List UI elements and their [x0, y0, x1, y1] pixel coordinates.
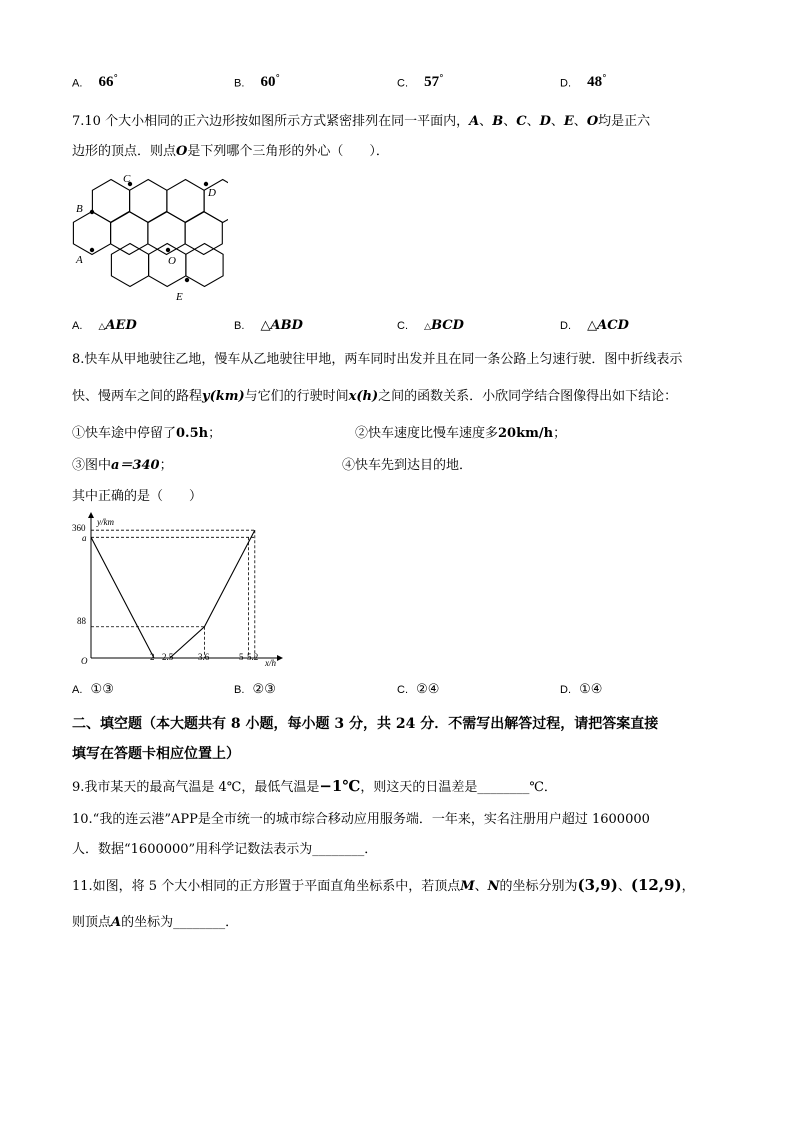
q8-conclusion-1 [72, 422, 221, 441]
q10-stem-line1: 10.“我的连云港”APP是全市统一的城市综合移动应用服务端．一年来，实名注册用户超过 1600000 [72, 812, 650, 827]
option-letter: C. [397, 684, 408, 696]
conclusion-text: ①快车途中停留了 [72, 426, 177, 441]
q8-conclusion-2 [355, 422, 566, 441]
separator: 、 [526, 114, 540, 129]
dot-E [185, 278, 189, 282]
option-value: 66 [98, 74, 114, 91]
separator: 、 [573, 114, 587, 129]
degree-mark: ° [275, 74, 281, 84]
hexagon [167, 180, 204, 223]
degree-mark: ° [113, 74, 119, 84]
separator: 、 [474, 879, 488, 894]
label-D: D [208, 187, 216, 199]
conclusion-end: ； [208, 426, 222, 441]
option-letter: B. [234, 684, 245, 696]
x-unit: x(h) [348, 389, 379, 404]
label-B: B [76, 203, 83, 215]
option-letter: D. [560, 320, 571, 332]
point-M: M [460, 879, 475, 894]
q8-stem-line2 [72, 385, 677, 404]
point-O: O [176, 144, 188, 159]
q7-line1-suffix: 均是正六 [598, 114, 651, 129]
option-letter: D. [560, 77, 571, 90]
q8-option-a [72, 682, 114, 697]
y-unit: y(km) [202, 389, 245, 404]
conclusion-value: a＝340 [111, 458, 160, 473]
hexagon [111, 212, 148, 255]
hexagon [186, 244, 223, 287]
option-value: 48 [587, 74, 603, 91]
label-A: A [76, 254, 83, 266]
q8-line2-b: 与它们的行驶时间 [244, 389, 349, 404]
q11-text-b: 的坐标分别为 [499, 879, 578, 894]
section-header-line1: 二、填空题（本大题共有 8 小题，每小题 3 分，共 24 分．不需写出解答过程，请把答案直接 [72, 716, 659, 732]
q10-stem-line2: 人．数据“1600000”用科学记数法表示为________． [72, 842, 378, 857]
q8-line2-c: 之间的函数关系．小欣同学结合图像得出如下结论： [378, 389, 678, 404]
q7-line2-a: 边形的顶点．则点 [72, 144, 177, 159]
q8-option-c [397, 682, 439, 697]
conclusion-end: ； [553, 426, 567, 441]
hexagon [111, 244, 148, 287]
hexagon [204, 180, 228, 223]
hexagon [130, 180, 167, 223]
q6-option-b [234, 74, 280, 91]
q9-text-b: ，则这天的日温差是________℃． [360, 780, 557, 795]
q8-ask: 其中正确的是（ ） [72, 489, 203, 504]
dot-A [90, 248, 94, 252]
guide-lines [91, 530, 255, 658]
option-letter: C. [397, 320, 408, 332]
q6-option-a [72, 74, 118, 91]
point-A: A [469, 114, 480, 129]
section-header-line2: 填写在答题卡相应位置上） [72, 746, 240, 762]
x-tick-5.2: 5.2 [247, 652, 259, 662]
point-N: N [487, 879, 500, 894]
q7-line2-b: 是下列哪个三角形的外心（ ）． [187, 144, 389, 159]
option-letter: B. [234, 320, 245, 332]
hexagon-grid [73, 180, 228, 287]
q11-stem-line1 [72, 875, 695, 894]
option-letter: A. [72, 684, 83, 696]
x-axis-label: x/h [265, 658, 276, 668]
min-temperature: −1℃ [319, 777, 361, 795]
y-axis-label: y/km [97, 517, 114, 527]
q7-line1-prefix: 7.10 个大小相同的正六边形按如图所示方式紧密排列在同一平面内， [72, 114, 470, 129]
q7-option-b [234, 318, 303, 333]
degree-mark: ° [439, 74, 444, 84]
x-tick-3.6: 3.6 [198, 652, 210, 662]
vertex-labels [75, 173, 216, 303]
distance-time-graph [72, 508, 287, 670]
q7-option-c [397, 318, 464, 333]
triangle-name: AED [105, 318, 137, 333]
point-B: B [492, 114, 504, 129]
triangle-symbol: △ [260, 318, 271, 333]
q11-line2-b: 的坐标为________． [121, 915, 239, 930]
triangle-symbol: △ [98, 322, 106, 332]
hexagon [92, 180, 129, 223]
q8-conclusion-3 [72, 454, 173, 473]
x-tick-5: 5 [239, 652, 244, 662]
q8-stem-line1: 8.快车从甲地驶往乙地，慢车从乙地驶往甲地，两车同时出发并且在同一条公路上匀速行驶．图中折线表示 [72, 352, 683, 367]
q8-conclusion-4: ④快车先到达目的地． [342, 458, 473, 473]
y-tick-a: a [82, 533, 87, 543]
hexagon [148, 212, 185, 255]
q9-text-a: 9.我市某天的最高气温是 4℃，最低气温是 [72, 780, 320, 795]
q9-stem [72, 776, 557, 795]
option-value: ②④ [416, 682, 440, 697]
conclusion-text: ②快车速度比慢车速度多 [355, 426, 499, 441]
origin-label: O [81, 656, 88, 666]
point-E: E [563, 114, 574, 129]
dot-B [90, 210, 94, 214]
option-value: 57 [424, 74, 440, 91]
q11-line2-a: 则顶点 [72, 915, 112, 930]
distance-polyline [91, 530, 255, 658]
triangle-symbol: △ [587, 318, 598, 333]
point-O: O [586, 114, 599, 129]
graph-labels [72, 517, 276, 668]
label-C: C [123, 173, 131, 185]
triangle-name: BCD [431, 318, 464, 333]
separator: 、 [479, 114, 493, 129]
x-tick-2.5: 2.5 [162, 652, 174, 662]
conclusion-value: 20km/h [498, 426, 554, 441]
option-value: ②③ [252, 682, 276, 697]
q7-option-d [560, 318, 629, 333]
separator: 、 [550, 114, 564, 129]
point-D: D [539, 114, 551, 129]
option-value: ①③ [90, 682, 114, 697]
hexagon [185, 212, 222, 255]
q7-stem-line1 [72, 110, 650, 129]
option-value: ①④ [579, 682, 603, 697]
degree-mark: ° [602, 74, 607, 84]
q6-option-c [397, 74, 444, 91]
y-tick-360: 360 [72, 523, 86, 533]
q7-stem-line2 [72, 140, 389, 159]
triangle-name: ACD [597, 318, 629, 333]
conclusion-end: ； [159, 458, 173, 473]
option-letter: D. [560, 684, 571, 696]
option-letter: B. [234, 77, 245, 90]
option-letter: A. [72, 77, 83, 90]
q11-text-c: ， [681, 879, 695, 894]
dot-O [166, 248, 170, 252]
q6-option-d [560, 74, 607, 91]
conclusion-text: ③图中 [72, 458, 112, 473]
hexagon-figure [68, 170, 228, 305]
triangle-symbol: △ [424, 322, 432, 332]
y-tick-88: 88 [77, 616, 86, 626]
q8-line2-a: 快、慢两车之间的路程 [72, 389, 203, 404]
x-tick-2: 2 [150, 652, 155, 662]
q7-option-a [72, 318, 137, 333]
label-O: O [168, 255, 176, 267]
option-letter: C. [397, 77, 408, 90]
label-E: E [176, 291, 183, 303]
option-value: 60 [260, 74, 276, 91]
point-C: C [516, 114, 527, 129]
q8-option-b [234, 682, 276, 697]
q8-option-d [560, 682, 602, 697]
point-A: A [111, 915, 122, 930]
separator: 、 [503, 114, 517, 129]
dot-D [204, 182, 208, 186]
coord-N: (12,9) [630, 876, 682, 894]
coord-M: (3,9) [577, 876, 618, 894]
triangle-name: ABD [270, 318, 303, 333]
option-letter: A. [72, 320, 83, 332]
q11-text-a: 11.如图，将 5 个大小相同的正方形置于平面直角坐标系中，若顶点 [72, 879, 461, 894]
conclusion-value: 0.5h [176, 426, 209, 441]
q11-stem-line2 [72, 911, 238, 930]
separator: 、 [617, 879, 631, 894]
